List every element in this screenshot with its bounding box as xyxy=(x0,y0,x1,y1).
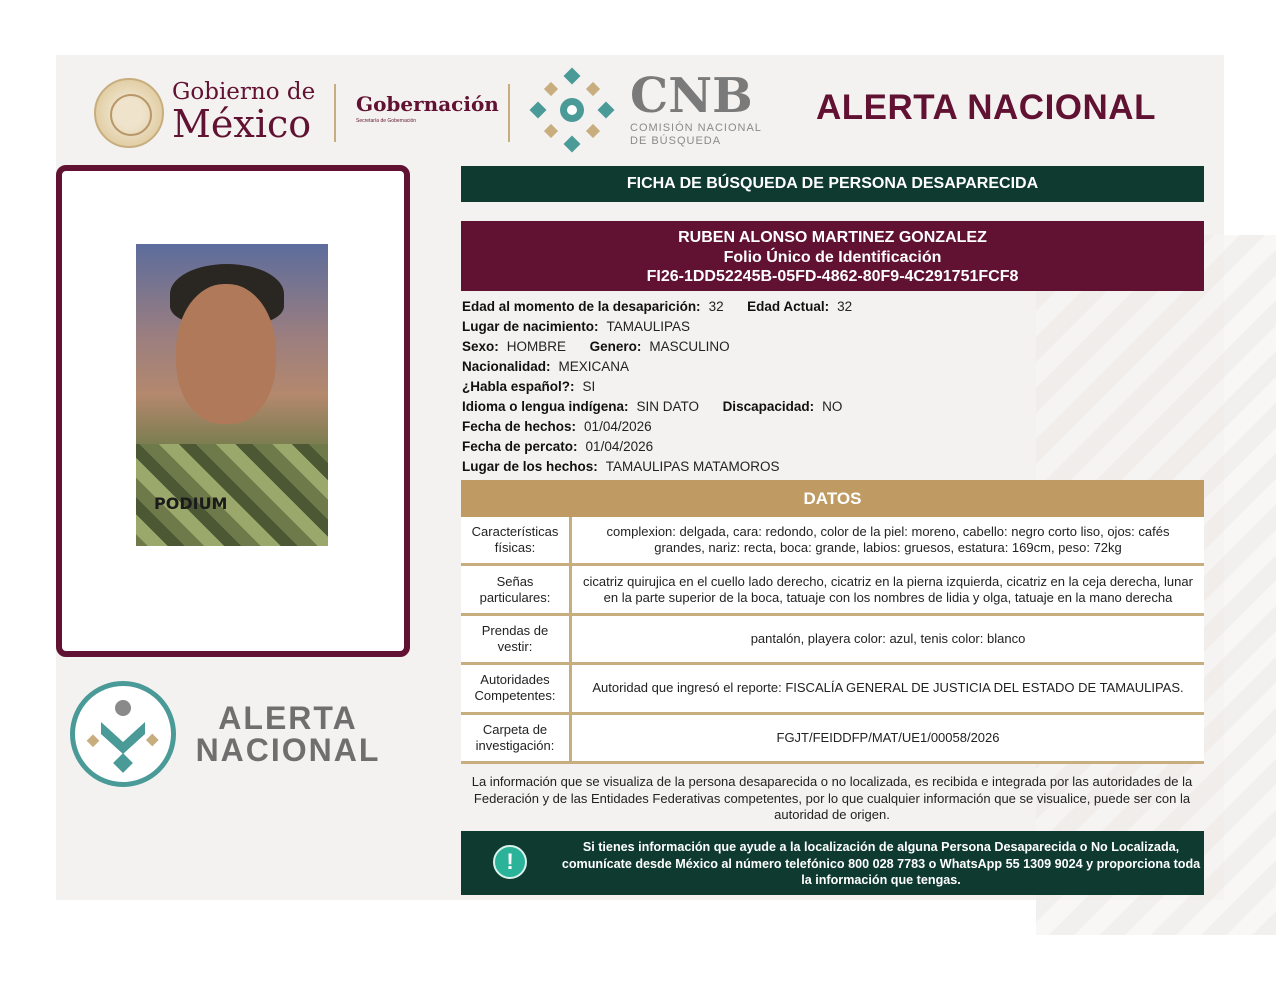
person-name-box xyxy=(461,221,1204,291)
row-label: Señas particulares: xyxy=(461,566,572,612)
fecha-percato-value: 01/04/2026 xyxy=(585,439,654,454)
folio-label: Folio Único de Identificación xyxy=(723,248,942,266)
lugar-nacimiento-value: TAMAULIPAS xyxy=(606,319,691,334)
lugar-hechos-value: TAMAULIPAS MATAMOROS xyxy=(605,459,780,474)
field-row xyxy=(462,357,1202,377)
idioma-value: SIN DATO xyxy=(636,399,700,414)
divider xyxy=(508,84,510,142)
person-name: RUBEN ALONSO MARTINEZ GONZALEZ xyxy=(678,229,987,246)
header xyxy=(90,70,1170,155)
info-bar xyxy=(461,831,1204,895)
nacionalidad-label: Nacionalidad: xyxy=(462,359,551,374)
sexo-label: Sexo: xyxy=(462,339,499,354)
idioma-label: Idioma o lengua indígena: xyxy=(462,399,629,414)
photo-shirt-text: PODIUM xyxy=(154,494,228,513)
field-row xyxy=(462,377,1202,397)
folio-value: FI26-1DD52245B-05FD-4862-80F9-4C291751FCF8 xyxy=(646,268,1019,285)
alerta-nacional-logo-icon xyxy=(70,681,176,787)
field-row xyxy=(462,457,1202,477)
fecha-percato-label: Fecha de percato: xyxy=(462,439,578,454)
divider xyxy=(334,84,336,142)
photo-face xyxy=(176,284,276,424)
table-row xyxy=(461,616,1204,665)
edad-actual-label: Edad Actual: xyxy=(747,299,830,314)
edad-actual-value: 32 xyxy=(837,299,853,314)
sexo-value: HOMBRE xyxy=(506,339,567,354)
alerta-nacional-title: ALERTA NACIONAL xyxy=(816,88,1156,127)
row-value: FGJT/FEIDDFP/MAT/UE1/00058/2026 xyxy=(776,729,1000,745)
row-value: cicatriz quirujica en el cuello lado derecho, cicatriz en la pierna izquierda, cicatriz en la ceja derecha, lunar en la parte superior de la boca, tatuaje con los nombres de lidia y olga, tatuaje en la mano derecha xyxy=(583,573,1193,605)
person-fields xyxy=(462,297,1202,477)
edad-value: 32 xyxy=(708,299,724,314)
row-value: complexion: delgada, cara: redondo, color de la piel: moreno, cabello: negro corto liso, ojos: cafés grandes, nariz: recta, boca: grande, labios: gruesos, estatura: 169cm, peso: 72kg xyxy=(606,524,1170,556)
gobernacion-logo xyxy=(356,92,499,124)
cnb-subtitle-1: COMISIÓN NACIONAL xyxy=(630,122,762,134)
discapacidad-value: NO xyxy=(822,399,843,414)
cnb-subtitle-2: DE BÚSQUEDA xyxy=(630,135,722,147)
datos-title: DATOS xyxy=(461,480,1204,517)
cnb-mark-icon xyxy=(526,64,618,156)
table-row xyxy=(461,665,1204,714)
exclamation-icon: ! xyxy=(493,845,527,879)
field-row xyxy=(462,417,1202,437)
field-row xyxy=(462,437,1202,457)
field-row xyxy=(462,337,1202,357)
alerta-nacional-logo-text xyxy=(188,702,388,766)
mexico-seal-icon xyxy=(94,78,164,148)
logo-line1: ALERTA xyxy=(218,700,358,736)
cnb-logo xyxy=(630,70,762,148)
gobierno-line2: México xyxy=(172,102,312,146)
fecha-hechos-label: Fecha de hechos: xyxy=(462,419,577,434)
gobierno-logo xyxy=(172,80,315,144)
datos-table xyxy=(461,517,1204,764)
habla-espanol-label: ¿Habla español?: xyxy=(462,379,575,394)
info-text: Si tienes información que ayude a la localización de alguna Persona Desaparecida o No Localizada, comunícate desde México al número telefónico 800 028 7783 o WhatsApp 55 1309 9024 y proporciona toda la información que tengas. xyxy=(561,840,1201,887)
lugar-hechos-label: Lugar de los hechos: xyxy=(462,459,598,474)
ficha-title: FICHA DE BÚSQUEDA DE PERSONA DESAPARECIDA xyxy=(461,166,1204,202)
row-label: Carpeta de investigación: xyxy=(461,715,572,761)
disclaimer-text: La información que se visualiza de la persona desaparecida o no localizada, es recibida e integrada por las autoridades de la Federación y de las Entidades Federativas competentes, por lo que cualquier información que se visualice, puede ser con la autoridad de origen. xyxy=(471,774,1193,822)
table-row xyxy=(461,517,1204,566)
fecha-hechos-value: 01/04/2026 xyxy=(584,419,652,434)
row-value: Autoridad que ingresó el reporte: FISCALÍA GENERAL DE JUSTICIA DEL ESTADO DE TAMAULIPAS. xyxy=(592,680,1184,696)
table-row xyxy=(461,566,1204,615)
nacionalidad-value: MEXICANA xyxy=(558,359,630,374)
field-row xyxy=(462,397,1202,417)
gobernacion-subtitle: Secretaría de Gobernación xyxy=(356,118,417,124)
row-value: pantalón, playera color: azul, tenis color: blanco xyxy=(750,630,1026,646)
discapacidad-label: Discapacidad: xyxy=(722,399,815,414)
table-row xyxy=(461,715,1204,764)
edad-label: Edad al momento de la desaparición: xyxy=(462,299,701,314)
lugar-nacimiento-label: Lugar de nacimiento: xyxy=(462,319,599,334)
gobierno-line1: Gobierno de xyxy=(172,79,316,105)
field-row xyxy=(462,297,1202,317)
cnb-title: CNB xyxy=(630,68,753,124)
logo-line2: NACIONAL xyxy=(195,732,381,768)
person-photo xyxy=(136,244,328,546)
genero-value: MASCULINO xyxy=(649,339,730,354)
row-label: Características físicas: xyxy=(461,517,572,563)
genero-label: Genero: xyxy=(589,339,642,354)
field-row xyxy=(462,317,1202,337)
row-label: Autoridades Competentes: xyxy=(461,665,572,711)
row-label: Prendas de vestir: xyxy=(461,616,572,662)
gobernacion-title: Gobernación xyxy=(356,92,499,116)
habla-espanol-value: SI xyxy=(582,379,596,394)
photo-frame xyxy=(56,165,410,657)
